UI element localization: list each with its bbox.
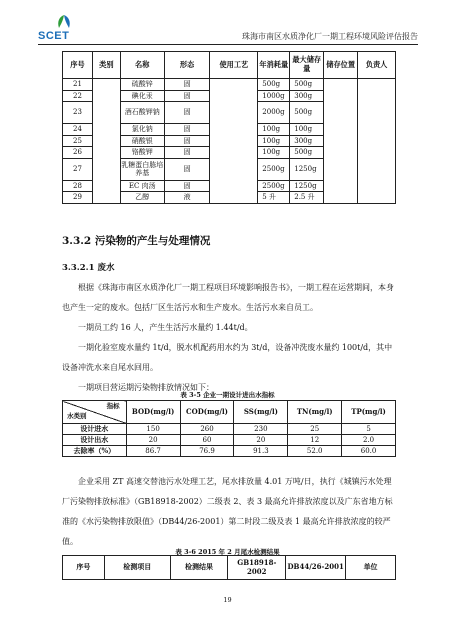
col-header: 使用工艺 bbox=[210, 52, 258, 79]
paragraph: 根据《珠海市南区水质净化厂一期工程项目环境影响报告书》，一期工程在运营期间，本身也产生一定的废水。包括厂区生活污水和生产废水。生活污水来自员工。 bbox=[62, 283, 394, 312]
page-number: 19 bbox=[223, 596, 232, 604]
category-cell bbox=[92, 79, 120, 204]
subsection-heading: 3.3.2.1 废水 bbox=[62, 263, 115, 273]
report-title: 珠海市南区水质净化厂一期工程环境风险评估报告 bbox=[242, 32, 418, 41]
table-row: 28 EC 肉汤 固 2500g 1250g bbox=[63, 180, 396, 192]
table-header-row bbox=[63, 401, 396, 424]
paragraph: 一期员工约 16 人，产生生活污水量约 1.44t/d。 bbox=[78, 323, 253, 332]
col-header: SS(mg/l) bbox=[234, 401, 288, 424]
table-row: 去除率（%） 86.7 76.9 91.3 52.0 60.0 bbox=[63, 446, 396, 457]
col-header: 负责人 bbox=[358, 52, 396, 79]
col-header: 序号 bbox=[63, 52, 93, 79]
chemical-inventory-table bbox=[62, 51, 396, 204]
col-header: 检测结果 bbox=[170, 556, 228, 580]
effluent-monitoring-table bbox=[62, 555, 396, 580]
table-row: 设计出水 20 60 20 12 2.0 bbox=[63, 435, 396, 446]
col-header: 名称 bbox=[120, 52, 164, 79]
row-label: 去除率（%） bbox=[63, 446, 127, 457]
process-cell bbox=[210, 79, 258, 204]
table-row: 25 硝酸银 固 100g 300g bbox=[63, 135, 396, 147]
col-header: GB18918-2002 bbox=[228, 556, 286, 580]
design-water-quality-table bbox=[62, 400, 396, 457]
col-header: 最大储存量 bbox=[290, 52, 324, 79]
table-caption: 表 3-5 企业一期设计进出水指标 bbox=[180, 391, 275, 399]
responsible-person-cell bbox=[358, 79, 396, 204]
col-header: 单位 bbox=[346, 556, 396, 580]
col-header: 序号 bbox=[63, 556, 105, 580]
table-row: 23 酒石酸钾钠 固 2000g 500g bbox=[63, 102, 396, 124]
table-row: 24 氯化钠 固 100g 100g bbox=[63, 124, 396, 136]
col-header: DB44/26-2001 bbox=[286, 556, 346, 580]
logo-text: SCET bbox=[38, 30, 70, 42]
header-divider bbox=[38, 44, 418, 45]
col-header: 类别 bbox=[92, 52, 120, 79]
table-row: 设计进水 150 260 230 25 5 bbox=[63, 424, 396, 435]
table-header-row bbox=[63, 52, 396, 79]
diagonal-header-cell: 指标 水类别 bbox=[63, 401, 127, 424]
row-label: 设计出水 bbox=[63, 435, 127, 446]
paragraph: 一期项目营运期污染物排放情况如下： bbox=[78, 383, 214, 392]
col-header: COD(mg/l) bbox=[180, 401, 234, 424]
storage-location-cell bbox=[324, 79, 358, 204]
col-header: 检测项目 bbox=[104, 556, 170, 580]
section-heading: 3.3.2 污染物的产生与处理情况 bbox=[62, 235, 211, 247]
table-caption: 表 3-6 2015 年 2 月尾水检测结果 bbox=[175, 548, 280, 556]
table-row: 29 乙醇 液 5 升 2.5 升 bbox=[63, 192, 396, 204]
col-header: 年消耗量 bbox=[258, 52, 290, 79]
paragraph: 一期化验室废水量约 1t/d，脱水机配药用水约为 3t/d，设备冲洗废水量约 100t/d，其中设备冲洗水来自尾水回用。 bbox=[62, 343, 393, 372]
row-label: 设计进水 bbox=[63, 424, 127, 435]
leaf-logo-icon bbox=[52, 14, 76, 30]
page-header bbox=[38, 14, 418, 44]
scet-logo bbox=[38, 14, 88, 44]
paragraph: 企业采用 ZT 高速交替池污水处理工艺，尾水排放量 4.01 万吨/日，执行《城镇污水处理厂污染物排放标准》（GB18918-2002）二级表 2、表 3 最高允许排放浓度以及广东省地方标准的《水污染物排放限值》（DB44/26-2001）第二时段二级及表 1 最高允许排放浓度的较严值。 bbox=[62, 477, 393, 546]
table-row: 27 乳糖蛋白胨培养基 固 2500g 1250g bbox=[63, 158, 396, 180]
col-header: 储存位置 bbox=[324, 52, 358, 79]
col-header: BOD(mg/l) bbox=[126, 401, 180, 424]
table-row: 22 碘化汞 固 1000g 300g bbox=[63, 90, 396, 102]
table-header-row bbox=[63, 556, 396, 580]
col-header: 形态 bbox=[164, 52, 210, 79]
col-header: TN(mg/l) bbox=[288, 401, 342, 424]
col-header: TP(mg/l) bbox=[342, 401, 396, 424]
table-row: 26 铬酸钾 固 100g 500g bbox=[63, 147, 396, 159]
table-row: 21 硫酸锌 固 500g 500g bbox=[63, 79, 396, 91]
